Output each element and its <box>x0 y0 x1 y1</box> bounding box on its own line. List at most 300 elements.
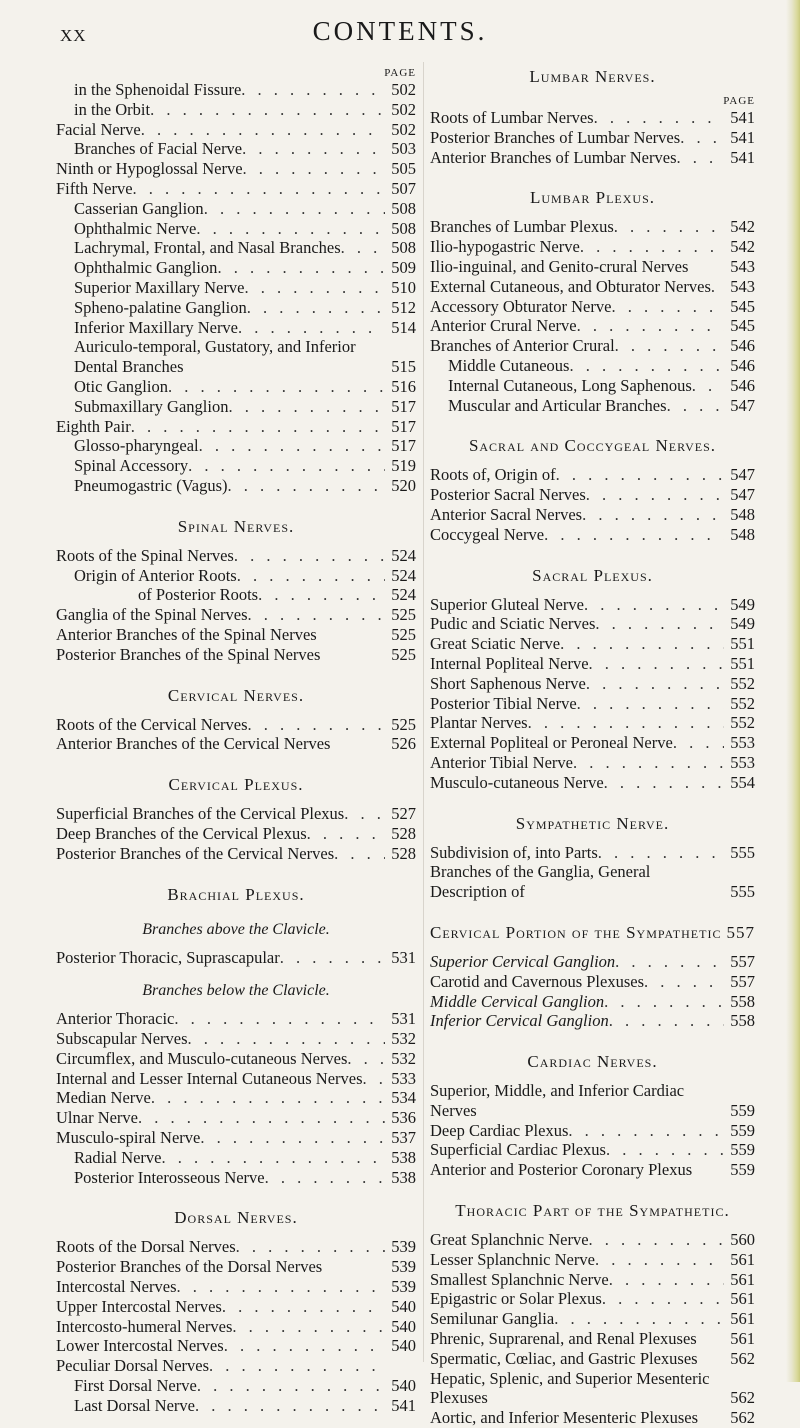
toc-page-number: 524 <box>391 565 416 585</box>
toc-entry-title: in the Orbit <box>74 99 151 119</box>
toc-page-number: 552 <box>730 673 755 693</box>
leader-dots <box>344 804 385 824</box>
toc-entry-title: Branches of Anterior Crural <box>430 336 615 356</box>
toc-entry[interactable] <box>56 1297 416 1317</box>
toc-entry[interactable] <box>56 804 416 824</box>
leader-dots <box>602 1289 724 1309</box>
toc-page-number: 531 <box>391 1009 416 1029</box>
toc-entry[interactable] <box>430 773 755 793</box>
leader-dots <box>243 159 385 179</box>
leader-dots <box>188 456 385 476</box>
toc-entry-title: Roots of, Origin of <box>430 465 556 485</box>
toc-entry[interactable] <box>56 1257 416 1277</box>
toc-entry[interactable] <box>430 1140 755 1160</box>
right-column <box>430 66 755 1428</box>
leader-dots <box>569 356 724 376</box>
leader-dots <box>589 1230 724 1250</box>
toc-entry[interactable] <box>430 396 755 416</box>
toc-entry[interactable] <box>56 1069 416 1089</box>
leader-dots <box>199 436 385 456</box>
leader-dots <box>234 546 385 566</box>
toc-entry[interactable] <box>430 1270 755 1290</box>
leader-dots <box>150 100 385 120</box>
toc-entry[interactable] <box>430 1250 755 1270</box>
toc-page-number: 547 <box>730 485 755 505</box>
leader-dots <box>584 595 724 615</box>
toc-entry-title: Anterior Sacral Nerves <box>430 504 583 524</box>
leader-dots <box>204 199 385 219</box>
toc-entry-title: Circumflex, and Musculo-cutaneous Nerves <box>56 1048 348 1068</box>
toc-entry-title: Hepatic, Splenic, and Superior Mesenteric Plexuses <box>430 1368 710 1408</box>
subsection-heading: Branches below the Clavicle. <box>142 982 330 1000</box>
toc-entry-title: Casserian Ganglion <box>74 198 204 218</box>
toc-entry[interactable] <box>56 139 416 159</box>
toc-entry-title: Posterior Interosseous Nerve <box>74 1167 265 1187</box>
toc-page-number: 547 <box>730 465 755 485</box>
toc-entry-title: External Popliteal or Peroneal Nerve <box>430 733 673 753</box>
toc-entry-title: Ophthalmic Nerve <box>74 218 197 238</box>
toc-entry-title: Inferior Maxillary Nerve <box>74 317 239 337</box>
leader-dots <box>177 1277 386 1297</box>
toc-entry[interactable] <box>56 199 416 219</box>
toc-entry[interactable] <box>56 625 416 645</box>
leader-dots <box>217 258 385 278</box>
page-edge <box>786 0 800 1382</box>
toc-page-number: 525 <box>391 605 416 625</box>
toc-entry[interactable] <box>56 1277 416 1297</box>
toc-page-number: 517 <box>391 396 416 416</box>
leader-dots <box>595 614 724 634</box>
toc-entry[interactable] <box>56 1168 416 1188</box>
leader-dots <box>238 318 385 338</box>
toc-page-number: 551 <box>730 634 755 654</box>
toc-entry[interactable] <box>56 1049 416 1069</box>
toc-page-number: 561 <box>730 1269 755 1289</box>
toc-page-number: 540 <box>391 1376 416 1396</box>
toc-entry[interactable] <box>430 843 755 863</box>
toc-entry-title: Origin of Anterior Roots <box>74 565 237 585</box>
toc-entry-title: Radial Nerve <box>74 1147 162 1167</box>
toc-entry[interactable] <box>56 120 416 140</box>
leader-dots <box>586 674 724 694</box>
section-heading: Cardiac Nerves. <box>527 1052 658 1072</box>
toc-entry[interactable] <box>56 1029 416 1049</box>
toc-entry[interactable] <box>430 1309 755 1329</box>
toc-entry-title: Superior Maxillary Nerve <box>74 277 245 297</box>
toc-entry[interactable] <box>430 316 755 336</box>
toc-page-number: 526 <box>391 734 416 754</box>
section-heading: Cervical Nerves. <box>167 685 305 705</box>
toc-entry-title: Anterior Branches of the Spinal Nerves <box>56 624 317 644</box>
toc-page-number: 548 <box>730 504 755 524</box>
toc-entry[interactable] <box>430 674 755 694</box>
page-header <box>0 12 800 52</box>
toc-entry-title: Anterior Branches of Lumbar Nerves <box>430 147 677 167</box>
toc-page-number: 508 <box>391 218 416 238</box>
toc-entry-title: Fifth Nerve <box>56 178 133 198</box>
toc-entry[interactable] <box>56 1396 416 1416</box>
toc-page-number: 502 <box>391 99 416 119</box>
toc-entry[interactable] <box>56 715 416 735</box>
toc-entry-title: Internal Popliteal Nerve <box>430 653 589 673</box>
toc-entry-title: Posterior Thoracic, Suprascapular <box>56 947 280 967</box>
toc-page-number: 560 <box>730 1230 755 1250</box>
toc-entry[interactable] <box>56 258 416 278</box>
toc-entry-title: Roots of the Spinal Nerves <box>56 545 234 565</box>
toc-page-number: 508 <box>391 198 416 218</box>
toc-entry-title: Posterior Branches of the Spinal Nerves <box>56 644 321 664</box>
toc-page-number: 541 <box>730 127 755 147</box>
leader-dots <box>573 753 724 773</box>
leader-dots <box>615 336 724 356</box>
toc-entry-title: Lachrymal, Frontal, and Nasal Branches <box>74 238 341 258</box>
toc-page-number: 553 <box>730 752 755 772</box>
toc-entry[interactable] <box>430 1011 755 1031</box>
toc-entry[interactable] <box>430 1081 755 1121</box>
toc-page-number: 548 <box>730 524 755 544</box>
leader-dots <box>606 1140 724 1160</box>
leader-dots <box>556 465 724 485</box>
toc-entry-title: Lower Intercostal Nerves <box>56 1336 224 1356</box>
leader-dots <box>197 1376 385 1396</box>
toc-entry[interactable] <box>56 476 416 496</box>
toc-entry[interactable] <box>430 1289 755 1309</box>
section-page-number: 557 <box>726 922 755 942</box>
toc-entry[interactable] <box>430 277 755 297</box>
toc-page-number: 534 <box>391 1088 416 1108</box>
page-number-roman: XX <box>60 26 87 45</box>
leader-dots <box>133 179 385 199</box>
section-heading: Dorsal Nerves. <box>174 1208 298 1228</box>
toc-entry[interactable] <box>430 376 755 396</box>
leader-dots <box>680 128 724 148</box>
leader-dots <box>138 1108 385 1128</box>
toc-page-number: 549 <box>730 614 755 634</box>
toc-entry[interactable] <box>430 1230 755 1250</box>
toc-entry[interactable] <box>430 1329 755 1349</box>
toc-page-number: 517 <box>391 436 416 456</box>
toc-page-number: 536 <box>391 1108 416 1128</box>
toc-entry[interactable] <box>56 456 416 476</box>
toc-entry-title: Superior Cervical Ganglion <box>430 951 616 971</box>
toc-entry[interactable] <box>430 217 755 237</box>
toc-entry[interactable] <box>430 862 755 902</box>
page-title: CONTENTS. <box>312 16 488 46</box>
toc-entry-title: Auriculo-temporal, Gustatory, and Inferior Dental Branches <box>74 337 356 377</box>
toc-entry[interactable] <box>430 525 755 545</box>
leader-dots <box>341 238 385 258</box>
toc-entry[interactable] <box>56 1088 416 1108</box>
toc-entry-title: Musculo-spiral Nerve <box>56 1128 201 1148</box>
toc-entry[interactable] <box>56 159 416 179</box>
toc-entry-title: Last Dorsal Nerve <box>74 1395 195 1415</box>
leader-dots <box>200 1128 385 1148</box>
leader-dots <box>237 566 385 586</box>
leader-dots <box>151 1088 385 1108</box>
toc-entry[interactable] <box>430 237 755 257</box>
toc-entry[interactable] <box>430 465 755 485</box>
toc-entry[interactable] <box>430 505 755 525</box>
toc-page-number: 554 <box>730 772 755 792</box>
toc-entry-title: Peculiar Dorsal Nerves <box>56 1356 210 1376</box>
toc-entry[interactable] <box>430 128 755 148</box>
toc-page-number: 543 <box>730 256 755 276</box>
toc-page-number: 539 <box>391 1257 416 1277</box>
toc-entry[interactable] <box>430 654 755 674</box>
section-heading: Lumbar Nerves. <box>529 67 656 86</box>
toc-entry[interactable] <box>430 733 755 753</box>
leader-dots <box>580 237 724 257</box>
leader-dots <box>232 1317 385 1337</box>
toc-entry-title: Branches of Facial Nerve <box>74 139 243 159</box>
toc-entry-title: Anterior Thoracic <box>56 1009 175 1029</box>
toc-entry-title: Superficial Cardiac Plexus <box>430 1140 606 1160</box>
toc-entry[interactable] <box>430 257 755 277</box>
toc-page-number: 547 <box>730 395 755 415</box>
leader-dots <box>595 1250 724 1270</box>
leader-dots <box>677 148 725 168</box>
toc-entry-title: Spermatic, Cœliac, and Gastric Plexuses <box>430 1348 698 1368</box>
toc-entry-title: of Posterior Roots <box>138 585 259 605</box>
toc-page-number: 546 <box>730 336 755 356</box>
toc-entry-title: Great Splanchnic Nerve <box>430 1230 589 1250</box>
toc-page-number: 540 <box>391 1296 416 1316</box>
toc-entry[interactable] <box>430 1369 755 1409</box>
toc-entry-title: Muscular and Articular Branches <box>448 395 667 415</box>
toc-entry[interactable] <box>430 614 755 634</box>
toc-entry[interactable] <box>430 336 755 356</box>
leader-dots <box>244 278 385 298</box>
leader-dots <box>195 1396 385 1416</box>
toc-entry[interactable] <box>56 948 416 968</box>
leader-dots <box>554 1309 724 1329</box>
section-heading: Sympathetic Nerve. <box>515 813 670 833</box>
leader-dots <box>604 992 724 1012</box>
leader-dots <box>196 219 385 239</box>
toc-entry-title: Musculo-cutaneous Nerve <box>430 772 604 792</box>
toc-entry[interactable] <box>56 1317 416 1337</box>
toc-entry-title: Ophthalmic Ganglion <box>74 258 218 278</box>
toc-entry-title: First Dorsal Nerve <box>74 1376 197 1396</box>
toc-entry-title: Facial Nerve <box>56 119 141 139</box>
toc-page-number: 555 <box>730 882 755 902</box>
toc-entry[interactable] <box>56 219 416 239</box>
toc-entry[interactable] <box>56 1108 416 1128</box>
toc-entry[interactable] <box>56 397 416 417</box>
toc-entry-title: Glosso-pharyngeal <box>74 436 199 456</box>
leader-dots <box>242 139 385 159</box>
toc-entry-title: Pudic and Sciatic Nerves <box>430 614 596 634</box>
leader-dots <box>168 377 385 397</box>
toc-entry[interactable] <box>430 148 755 168</box>
toc-entry-title: Carotid and Cavernous Plexuses <box>430 971 645 991</box>
toc-entry[interactable] <box>430 952 755 972</box>
toc-page-number: 559 <box>730 1100 755 1120</box>
page-column-label: PAGE <box>723 95 755 107</box>
toc-page-number: 551 <box>730 653 755 673</box>
toc-entry-title: Median Nerve <box>56 1088 151 1108</box>
toc-entry-title: Roots of the Cervical Nerves <box>56 714 248 734</box>
toc-entry-title: Subscapular Nerves <box>56 1029 188 1049</box>
toc-entry-title: Anterior Branches of the Cervical Nerves <box>56 734 331 754</box>
leader-dots <box>528 713 724 733</box>
subsection-heading: Branches above the Clavicle. <box>142 920 330 938</box>
toc-entry[interactable] <box>56 824 416 844</box>
toc-entry-title: Roots of the Dorsal Nerves <box>56 1237 236 1257</box>
toc-entry[interactable] <box>56 1128 416 1148</box>
toc-entry[interactable] <box>430 108 755 128</box>
toc-page-number: 561 <box>730 1309 755 1329</box>
leader-dots <box>258 585 385 605</box>
toc-page-number: 532 <box>391 1029 416 1049</box>
toc-entry-title: Branches of the Ganglia, General Description of <box>430 862 651 902</box>
toc-entry-title: Intercostal Nerves <box>56 1277 177 1297</box>
toc-entry[interactable] <box>430 634 755 654</box>
toc-entry-title: Superior Gluteal Nerve <box>430 594 584 614</box>
toc-page-number: 515 <box>391 357 416 377</box>
toc-entry[interactable] <box>56 100 416 120</box>
leader-dots <box>188 1029 385 1049</box>
toc-entry-title: Anterior Crural Nerve <box>430 316 577 336</box>
toc-entry[interactable] <box>56 1376 416 1396</box>
toc-page-number: 508 <box>391 238 416 258</box>
toc-entry[interactable] <box>56 566 416 586</box>
leader-dots <box>174 1009 385 1029</box>
toc-entry[interactable] <box>56 1237 416 1257</box>
toc-page-number: 559 <box>730 1140 755 1160</box>
toc-entry[interactable] <box>56 585 416 605</box>
toc-entry-title: Spinal Accessory <box>74 456 189 476</box>
leader-dots <box>222 1297 385 1317</box>
toc-entry[interactable] <box>56 1148 416 1168</box>
toc-entry[interactable] <box>430 753 755 773</box>
toc-entry[interactable] <box>430 972 755 992</box>
toc-entry[interactable] <box>430 1349 755 1369</box>
toc-page-number: 558 <box>730 991 755 1011</box>
toc-entry-title: Posterior Sacral Nerves <box>430 485 586 505</box>
leader-dots <box>228 476 385 496</box>
toc-page-number: 557 <box>730 951 755 971</box>
column-divider <box>423 62 424 1362</box>
toc-page-number: 533 <box>391 1068 416 1088</box>
toc-entry[interactable] <box>56 278 416 298</box>
toc-page-number: 503 <box>391 139 416 159</box>
leader-dots <box>586 485 724 505</box>
leader-dots <box>307 824 385 844</box>
toc-page-number: 516 <box>391 376 416 396</box>
toc-entry[interactable] <box>430 1121 755 1141</box>
leader-dots <box>673 733 724 753</box>
leader-dots <box>609 1011 724 1031</box>
toc-entry-title: Superior, Middle, and Inferior Cardiac Nerves <box>430 1081 685 1120</box>
toc-entry[interactable] <box>56 605 416 625</box>
toc-entry[interactable] <box>56 298 416 318</box>
leader-dots <box>544 525 724 545</box>
leader-dots <box>209 1356 385 1376</box>
toc-entry[interactable] <box>56 436 416 456</box>
toc-entry[interactable] <box>430 297 755 317</box>
leader-dots <box>224 1336 385 1356</box>
toc-page-number: 502 <box>391 119 416 139</box>
toc-entry-title: Superficial Branches of the Cervical Plexus <box>56 804 345 824</box>
toc-page-number: 525 <box>391 624 416 644</box>
toc-entry-title: Posterior Branches of Lumbar Nerves <box>430 127 681 147</box>
leader-dots <box>141 120 385 140</box>
toc-page-number: 561 <box>730 1329 755 1349</box>
toc-page-number: 514 <box>391 317 416 337</box>
toc-entry[interactable] <box>430 992 755 1012</box>
toc-entry-title: Anterior Tibial Nerve <box>430 752 573 772</box>
toc-entry-title: Posterior Tibial Nerve <box>430 693 577 713</box>
toc-entry[interactable] <box>56 1336 416 1356</box>
toc-page-number: 562 <box>730 1348 755 1368</box>
toc-entry-title: External Cutaneous, and Obturator Nerves <box>430 276 711 296</box>
leader-dots <box>598 843 724 863</box>
toc-page-number: 559 <box>730 1160 755 1180</box>
toc-entry-title: Accessory Obturator Nerve <box>430 296 612 316</box>
toc-entry[interactable] <box>56 734 416 754</box>
toc-page-number: 519 <box>391 456 416 476</box>
toc-page-number: 525 <box>391 644 416 664</box>
toc-entry-title: Roots of Lumbar Nerves <box>430 108 594 127</box>
toc-entry-title: Spheno-palatine Ganglion <box>74 297 247 317</box>
page-column-label: PAGE <box>384 67 416 79</box>
toc-entry[interactable] <box>56 337 416 377</box>
toc-entry[interactable] <box>56 318 416 338</box>
leader-dots <box>248 605 385 625</box>
toc-entry[interactable] <box>430 713 755 733</box>
toc-entry[interactable] <box>56 377 416 397</box>
toc-entry[interactable] <box>56 844 416 864</box>
leader-dots <box>280 948 385 968</box>
toc-entry[interactable] <box>56 417 416 437</box>
toc-entry[interactable] <box>430 485 755 505</box>
toc-entry-title: Short Saphenous Nerve <box>430 673 586 693</box>
leader-dots <box>248 715 385 735</box>
toc-entry[interactable] <box>56 179 416 199</box>
toc-entry[interactable] <box>56 80 416 100</box>
section-heading-text: Cervical Portion of the Sympathetic <box>430 922 722 942</box>
toc-page-number: 558 <box>730 1011 755 1031</box>
toc-page-number: 524 <box>391 585 416 605</box>
toc-page-number: 541 <box>391 1395 416 1415</box>
toc-entry[interactable] <box>56 645 416 665</box>
leader-dots <box>131 417 385 437</box>
toc-entry[interactable] <box>56 238 416 258</box>
toc-entry[interactable] <box>56 546 416 566</box>
toc-entry-title: Semilunar Ganglia <box>430 1309 555 1329</box>
toc-entry[interactable] <box>430 356 755 376</box>
toc-entry-title: Plantar Nerves <box>430 713 528 733</box>
section-heading: Thoracic Part of the Sympathetic. <box>455 1201 730 1221</box>
toc-page-number: 541 <box>730 108 755 127</box>
toc-entry-title: Aortic, and Inferior Mesenteric Plexuses <box>430 1408 699 1428</box>
toc-entry[interactable] <box>56 1356 416 1376</box>
toc-entry[interactable] <box>56 1009 416 1029</box>
toc-entry[interactable] <box>430 694 755 714</box>
toc-entry[interactable] <box>430 595 755 615</box>
toc-page-number: 527 <box>391 804 416 824</box>
toc-page-number: 559 <box>730 1120 755 1140</box>
leader-dots <box>577 694 724 714</box>
toc-page-number: 542 <box>730 237 755 257</box>
toc-entry[interactable] <box>430 1408 755 1428</box>
toc-entry-title: Branches of Lumbar Plexus <box>430 217 614 237</box>
toc-entry-title: Intercosto-humeral Nerves <box>56 1316 233 1336</box>
toc-entry[interactable] <box>430 1160 755 1180</box>
toc-entry-title: Anterior and Posterior Coronary Plexus <box>430 1160 693 1180</box>
toc-page-number: 542 <box>730 217 755 237</box>
